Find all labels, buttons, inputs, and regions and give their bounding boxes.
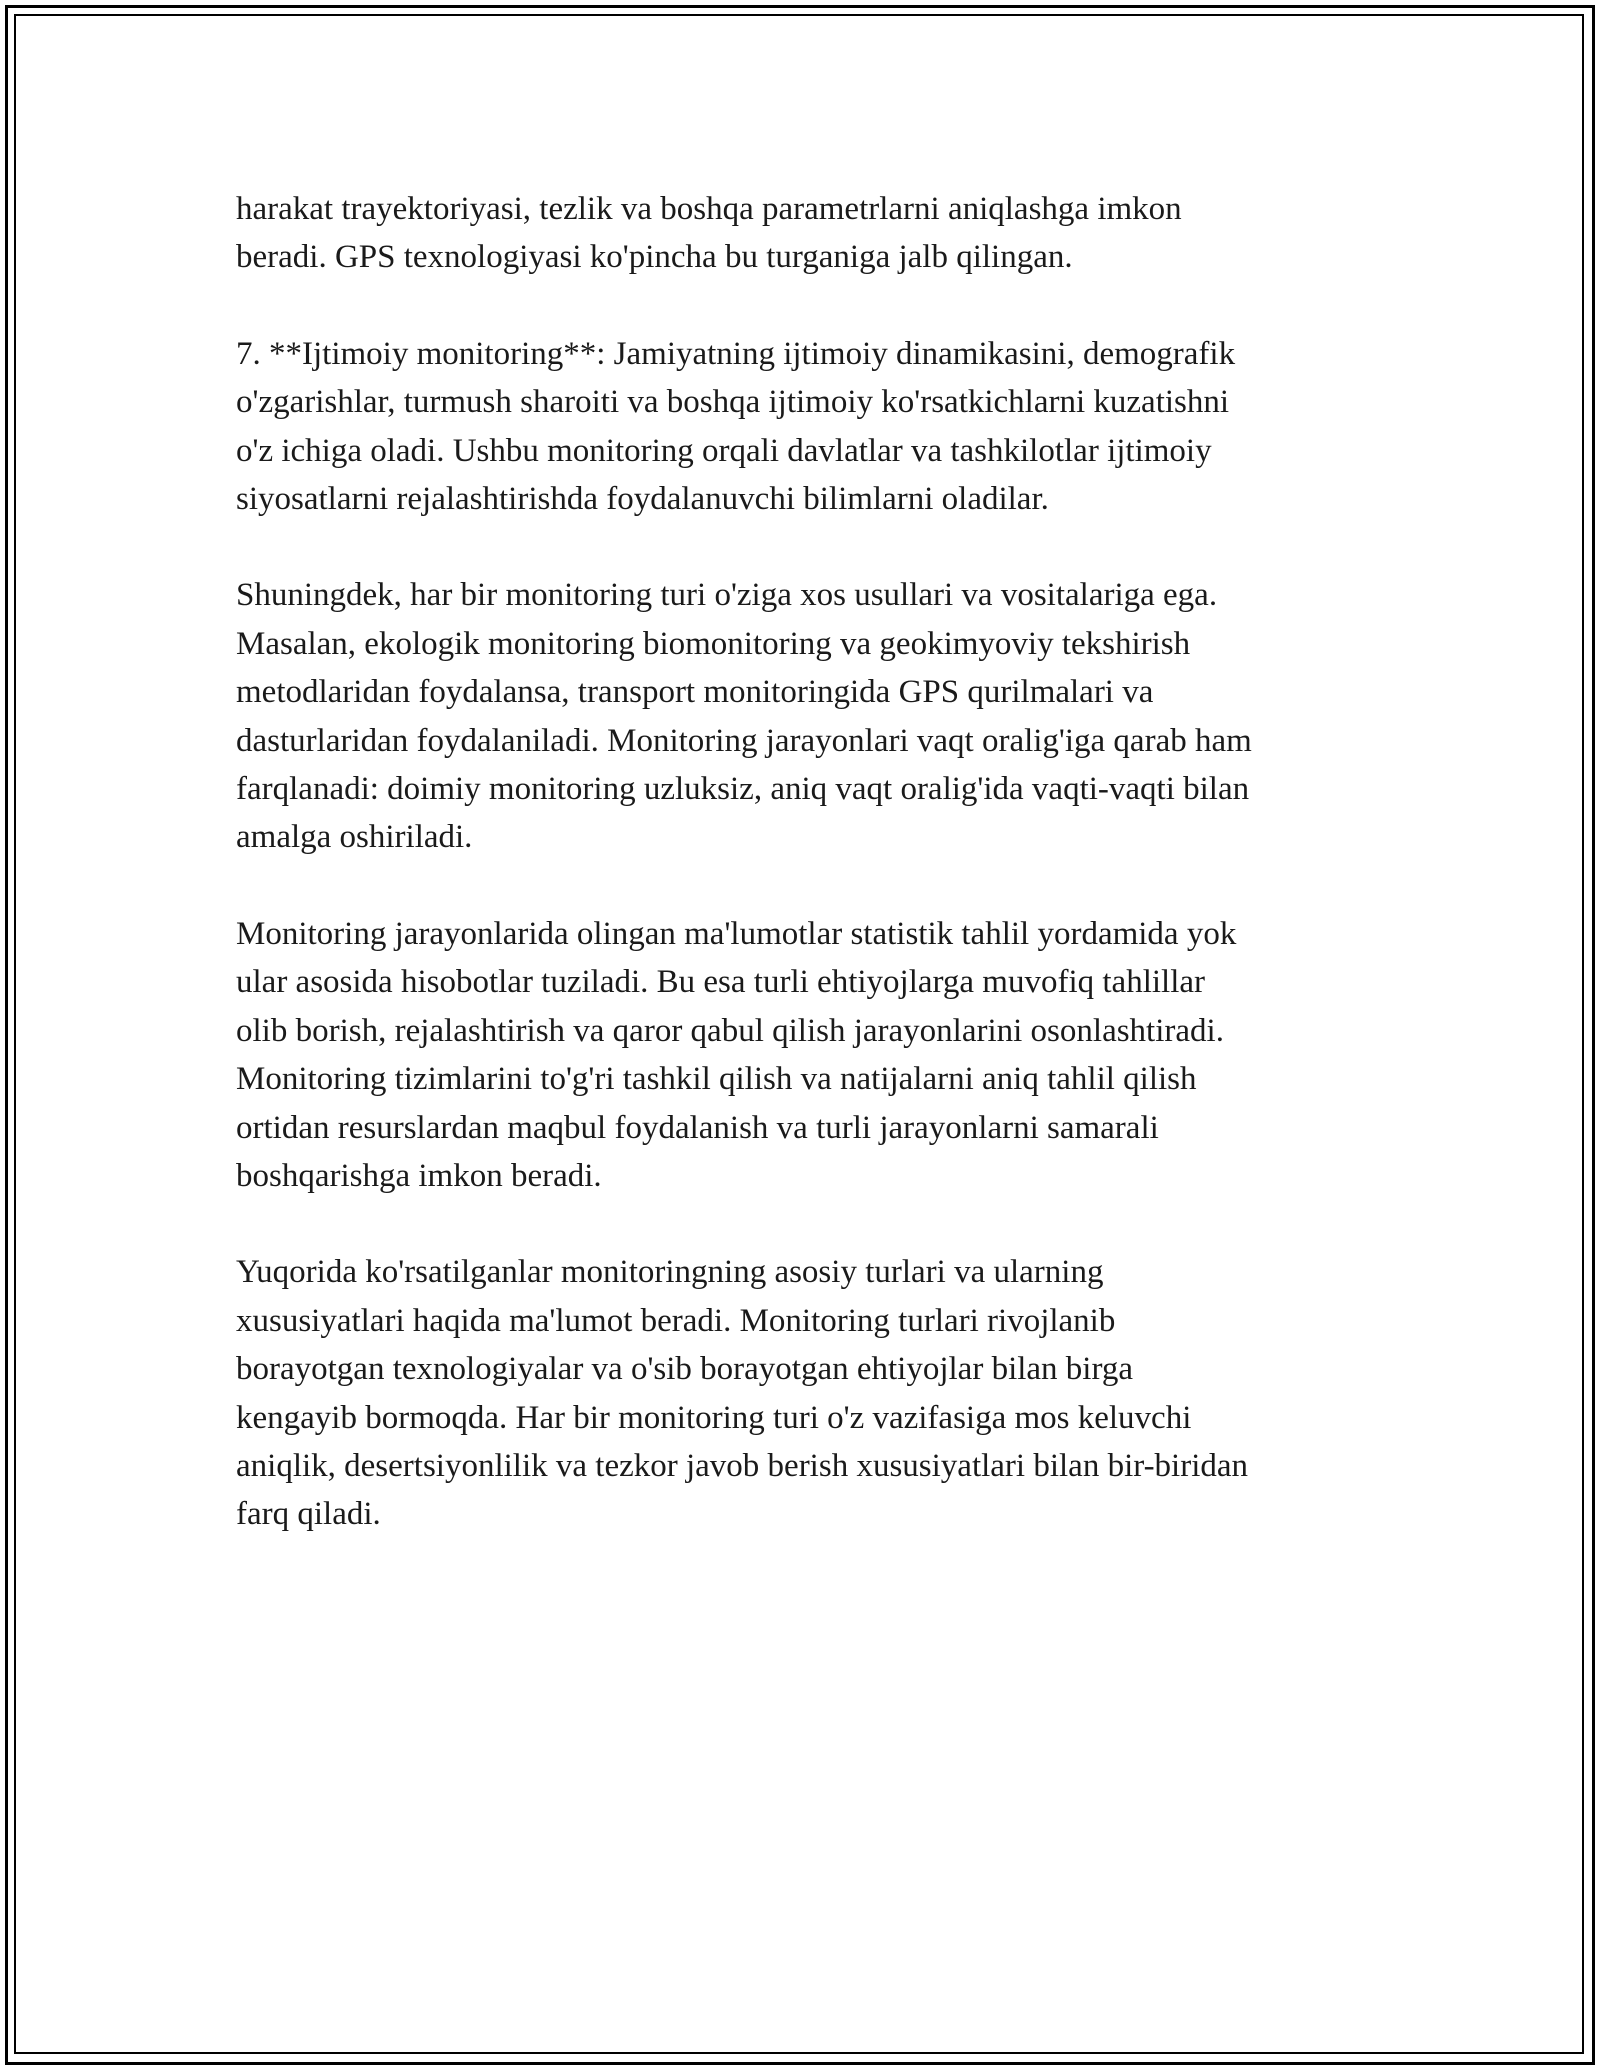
paragraph-data-analysis: Monitoring jarayonlarida olingan ma'lumotlar statistik tahlil yordamida yok ular asosida hisobotlar tuziladi. Bu esa turli ehtiyojlarga muvofiq tahlillar olib borish, rejalashtirish va qaror qabul qilish jarayonlarini osonlashtiradi. Monitoring tizimlarini to'g'ri tashkil qilish va natijalarni aniq tahlil qilish ortidan resurslardan maqbul foydalanish va turli jarayonlarni samarali boshqarishga imkon beradi. — [236, 915, 1237, 1194]
paragraph-social-monitoring: 7. **Ijtimoiy monitoring**: Jamiyatning ijtimoiy dinamikasini, demografik o'zgarishlar, turmush sharoiti va boshqa ijtimoiy ko'rsatkichlarni kuzatishni o'z ichiga oladi. Ushbu monitoring orqali davlatlar va tashkilotlar ijtimoiy siyosatlarni rejalashtirishda foydalanuvchi bilimlarni oladilar. — [236, 335, 1236, 518]
paragraph-conclusion: Yuqorida ko'rsatilganlar monitoringning asosiy turlari va ularning xususiyatlari haqida ma'lumot beradi. Monitoring turlari rivojlanib borayotgan texnologiyalar va o'sib borayotgan ehtiyojlar bilan birga kengayib bormoqda. Har bir monitoring turi o'z vazifasiga mos keluvchi aniqlik, desertsiyonlilik va tezkor javob berish xususiyatlari bilan bir-biridan farq qiladi. — [236, 1254, 1249, 1533]
paragraph-gps-continuation: harakat trayektoriyasi, tezlik va boshqa parametrlarni aniqlashga imkon beradi. GPS texnologiyasi ko'pincha bu turganiga jalb qilingan. — [236, 191, 1182, 276]
document-body — [236, 185, 1376, 1587]
paragraph-methods: Shuningdek, har bir monitoring turi o'ziga xos usullari va vositalariga ega. Masalan, ekologik monitoring biomonitoring va geokimyoviy tekshirish metodlaridan foydalansa, transport monitoringida GPS qurilmalari va dasturlaridan foydalaniladi. Monitoring jarayonlari vaqt oralig'iga qarab ham farqlanadi: doimiy monitoring uzluksiz, aniq vaqt oralig'ida vaqti-vaqti bilan amalga oshiriladi. — [236, 577, 1252, 856]
